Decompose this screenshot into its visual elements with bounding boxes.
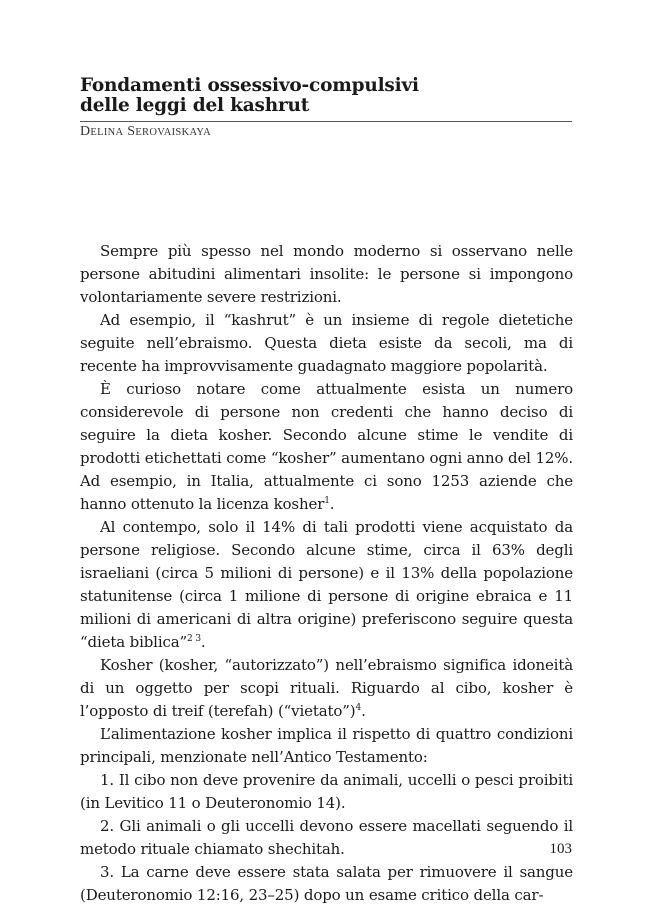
author-first-rest: ELINA: [90, 127, 124, 138]
paragraph-text-end: .: [200, 633, 206, 651]
article-author: [80, 124, 211, 141]
paragraph: [80, 516, 573, 654]
paragraph-text: L’alimentazione kosher implica il rispetto di quattro condizioni principali, menzionate nell’Antico Testamento:: [80, 725, 573, 766]
paragraph-text: 1. Il cibo non deve provenire da animali, uccelli o pesci proibiti (in Levitico 11 o Deuteronomio 14).: [80, 771, 573, 812]
footnote-ref[interactable]: 4: [355, 703, 362, 713]
article-title-line-1: Fondamenti ossessivo-compulsivi: [80, 75, 419, 96]
article-body: [80, 240, 573, 907]
paragraph-text: Al contempo, solo il 14% di tali prodotti viene acquistato da persone religiose. Secondo alcune stime, circa il 63% degli israeliani (circa 5 milioni di persone) e il 13% della popolazione statunitense (circa 1 milione di persone di origine ebraica e 11 milioni di americani di altra origine) preferiscono seguire questa “dieta biblica”: [80, 518, 573, 651]
paragraph-text: Kosher (kosher, “autorizzato”) nell’ebraismo significa idoneità di un oggetto per scopi rituali. Riguardo al cibo, kosher è l’opposto di treif (terefah) (“vietato”): [80, 656, 573, 720]
list-item: [80, 769, 573, 815]
footnote-ref[interactable]: 2 3: [187, 634, 201, 644]
page-number: 103: [549, 841, 572, 857]
paragraph: [80, 378, 573, 516]
paragraph: [80, 654, 573, 723]
title-rule: [80, 121, 572, 122]
paragraph: [80, 240, 573, 309]
paragraph-text-end: .: [361, 702, 366, 720]
list-item: [80, 861, 573, 907]
paragraph-text: 3. La carne deve essere stata salata per rimuovere il sangue (Deuteronomio 12:16, 23–25) dopo un esame critico della car-: [80, 863, 573, 904]
paragraph-text-end: .: [329, 495, 335, 513]
article-title-line-2: delle leggi del kashrut: [80, 95, 310, 116]
paragraph: [80, 723, 573, 769]
author-last-initial: S: [127, 124, 136, 139]
paragraph-text: 2. Gli animali o gli uccelli devono essere macellati seguendo il metodo rituale chiamato shechitah.: [80, 817, 573, 858]
footnote-ref[interactable]: 1: [324, 496, 330, 506]
author-last-rest: EROVAISKAYA: [135, 127, 211, 138]
author-first-initial: D: [80, 124, 91, 139]
paragraph-text: Sempre più spesso nel mondo moderno si osservano nelle persone abitudini alimentari insolite: le persone si impongono volontariamente severe restrizioni.: [80, 242, 573, 306]
list-item: [80, 815, 573, 861]
article-title: [80, 76, 600, 116]
paragraph-text: Ad esempio, il “kashrut” è un insieme di regole dietetiche seguite nell’ebraismo. Questa dieta esiste da secoli, ma di recente ha improvvisamente guadagnato maggiore popolarità.: [80, 311, 573, 375]
paragraph: [80, 309, 573, 378]
paragraph-text: È curioso notare come attualmente esista un numero considerevole di persone non credenti che hanno deciso di seguire la dieta kosher. Secondo alcune stime le vendite di prodotti etichettati come “kosher” aumentano ogni anno del 12%. Ad esempio, in Italia, attualmente ci sono 1253 aziende che hanno ottenuto la licenza kosher: [80, 380, 573, 513]
